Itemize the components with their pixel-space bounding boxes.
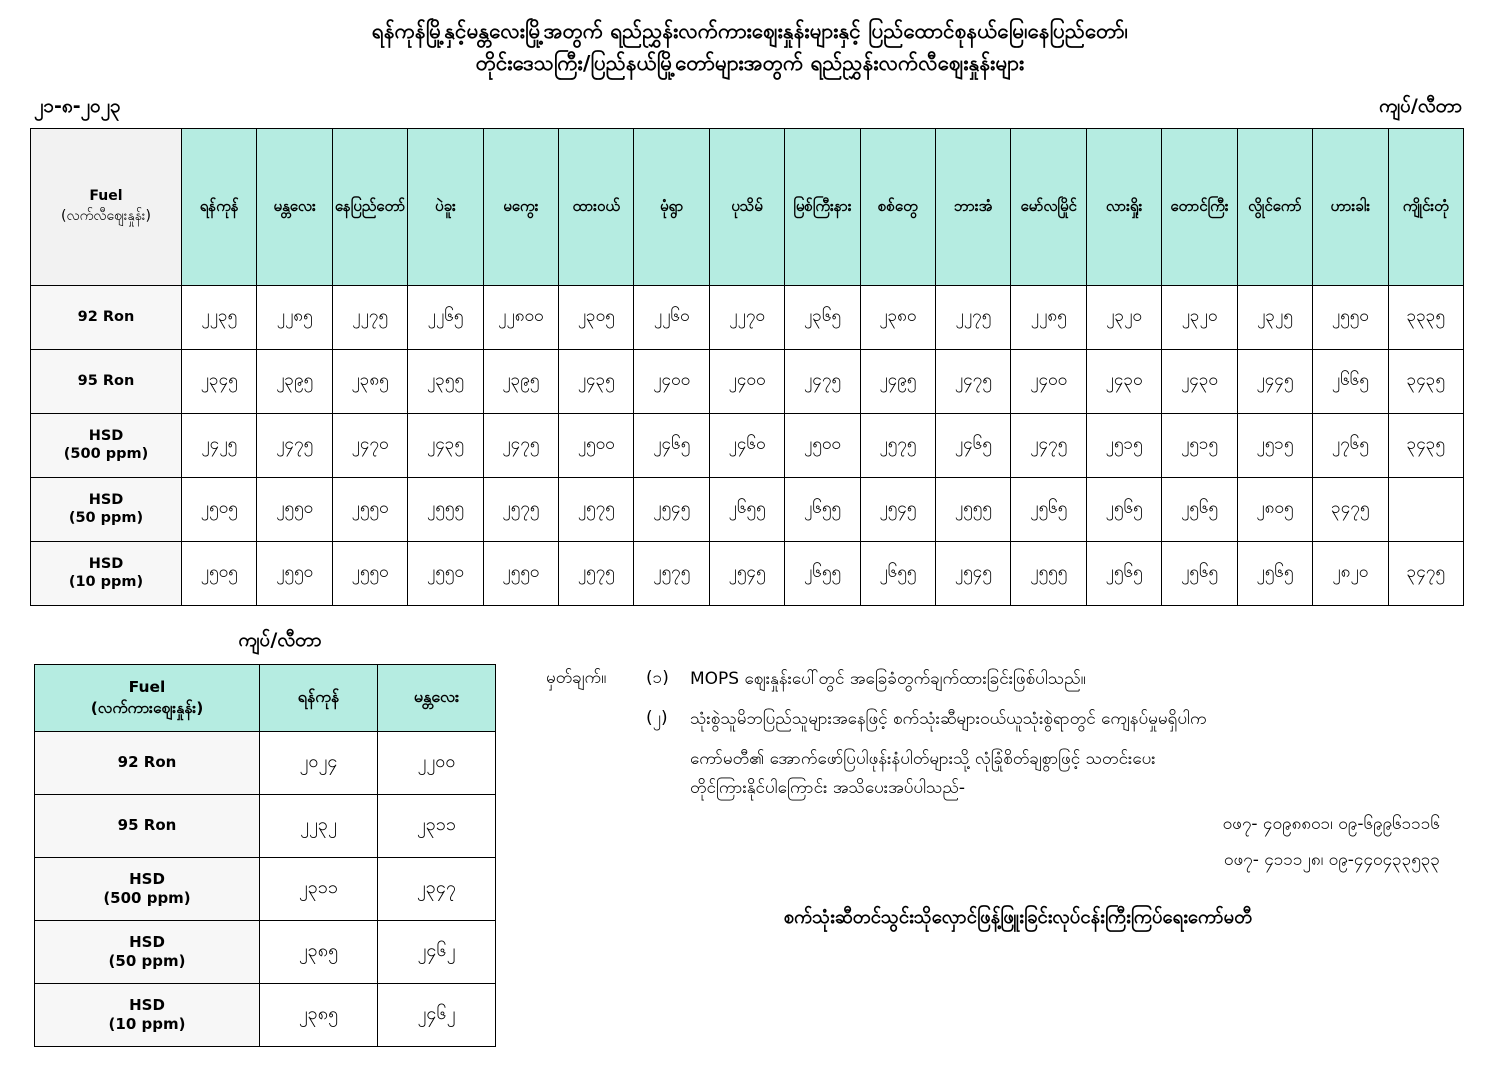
price-cell: ၂၂၈၅ xyxy=(1011,285,1086,349)
price-cell: ၂၃၆၅ xyxy=(785,285,860,349)
price-cell: ၂၂၆၀ xyxy=(634,285,709,349)
price-cell: ၂၅၆၅ xyxy=(1237,541,1312,605)
price-cell: ၂၂၇၀ xyxy=(709,285,784,349)
column-header: စစ်တွေ xyxy=(860,128,935,285)
price-cell: ၂၄၆၂ xyxy=(378,920,496,983)
report-date: ၂၁-၈-၂၀၂၃ xyxy=(34,94,121,117)
table-row xyxy=(31,413,1464,477)
price-cell: ၂၅၀၅ xyxy=(182,477,257,541)
column-header: ပုသိမ် xyxy=(709,128,784,285)
price-cell: ၂၄၇၅ xyxy=(257,413,332,477)
table-row xyxy=(35,920,496,983)
price-cell: ၃၃၃၅ xyxy=(1388,285,1464,349)
column-header: ရန်ကုန် xyxy=(182,128,257,285)
table-row xyxy=(31,285,1464,349)
price-cell: ၂၅၁၅ xyxy=(1162,413,1237,477)
price-cell: ၂၃၈၀ xyxy=(860,285,935,349)
column-header: ပဲခူး xyxy=(408,128,483,285)
row-label-line1: 92 Ron xyxy=(77,308,135,325)
wholesale-table-head xyxy=(35,664,496,731)
price-cell: ၂၇၆၅ xyxy=(1313,413,1388,477)
note-number: (၂) xyxy=(646,708,668,729)
note-continuation-2: တိုင်ကြားနိုင်ပါကြောင်း အသိပေးအပ်ပါသည်- xyxy=(690,778,966,799)
column-header: မကွေး xyxy=(483,128,558,285)
row-label-line2: (500 ppm) xyxy=(63,446,149,463)
price-cell xyxy=(1388,477,1464,541)
wholesale-fuel-header-line1: Fuel xyxy=(128,678,166,697)
price-cell: ၂၅၅၀ xyxy=(257,541,332,605)
price-cell: ၂၅၄၅ xyxy=(936,541,1011,605)
column-header: ကျိုင်းတုံ xyxy=(1388,128,1464,285)
row-label xyxy=(35,983,260,1046)
row-label-line1: HSD xyxy=(88,491,124,508)
retail-price-table xyxy=(30,128,1464,606)
table-row xyxy=(35,794,496,857)
column-header: မုံရွာ xyxy=(634,128,709,285)
price-cell: ၂၅၇၅ xyxy=(483,477,558,541)
price-cell: ၃၄၃၅ xyxy=(1388,413,1464,477)
price-cell: ၂၄၆၅ xyxy=(936,413,1011,477)
main-header-row xyxy=(31,128,1464,285)
contact-phone-1: ဝဖ၇- ၄၀၉၈၈၀၁၊ ဝ၉-၆၉၉၆၁၁၁၆ xyxy=(1222,814,1440,835)
price-cell: ၂၆၅၅ xyxy=(860,541,935,605)
row-label-line2: (500 ppm) xyxy=(103,888,191,907)
row-label-line1: 92 Ron xyxy=(117,753,177,772)
unit-label-wholesale: ကျပ်/လီတာ xyxy=(238,628,322,651)
wholesale-price-table xyxy=(34,664,496,1047)
price-cell: ၂၄၃၅ xyxy=(408,413,483,477)
row-label-line2: (10 ppm) xyxy=(108,1014,186,1033)
price-cell: ၂၅၅၀ xyxy=(257,477,332,541)
column-header: မန္တလေး xyxy=(378,664,496,731)
row-label-line2: (50 ppm) xyxy=(108,951,186,970)
price-cell: ၂၂၀၀ xyxy=(378,731,496,794)
column-header: နေပြည်တော် xyxy=(332,128,407,285)
price-cell: ၂၅၅၀ xyxy=(1313,285,1388,349)
main-fuel-header xyxy=(31,128,182,285)
price-cell: ၂၅၀၀ xyxy=(785,413,860,477)
contact-phone-2: ဝဖ၇- ၄၁၁၁၂၈၊ ဝ၉-၄၄၀၄၃၃၅၃၃ xyxy=(1223,849,1440,870)
note-text: MOPS ဈေးနှုန်းပေါ်တွင် အခြေခံတွက်ချက်ထားခြင်းဖြစ်ပါသည်။ xyxy=(690,668,1086,689)
row-label xyxy=(31,349,182,413)
row-label-line1: HSD xyxy=(129,932,165,951)
price-cell: ၂၃၂၀ xyxy=(1086,285,1161,349)
note-item xyxy=(546,704,1470,735)
price-cell: ၂၄၀၀ xyxy=(1011,349,1086,413)
price-cell: ၂၅၄၅ xyxy=(860,477,935,541)
row-label-line1: HSD xyxy=(88,427,124,444)
price-cell: ၂၂၇၅ xyxy=(332,285,407,349)
main-fuel-header-line1: Fuel xyxy=(89,188,123,205)
main-table-head xyxy=(31,128,1464,285)
price-cell: ၂၅၄၅ xyxy=(709,541,784,605)
row-label xyxy=(35,794,260,857)
price-cell: ၂၄၀၀ xyxy=(709,349,784,413)
price-cell: ၂၅၆၅ xyxy=(1086,541,1161,605)
price-cell: ၂၄၇၀ xyxy=(332,413,407,477)
wholesale-block xyxy=(30,628,500,1047)
price-cell: ၂၃၀၅ xyxy=(559,285,634,349)
row-label xyxy=(31,413,182,477)
price-cell: ၂၂၆၅ xyxy=(408,285,483,349)
price-cell: ၂၄၇၅ xyxy=(936,349,1011,413)
price-cell: ၂၅၆၅ xyxy=(1011,477,1086,541)
row-label-line1: HSD xyxy=(88,555,124,572)
row-label xyxy=(31,541,182,605)
notes-label: မှတ်ချက်။ xyxy=(546,667,607,688)
price-cell: ၂၃၅၅ xyxy=(408,349,483,413)
price-cell: ၂၅၅၀ xyxy=(408,541,483,605)
price-cell: ၂၃၄၅ xyxy=(182,349,257,413)
price-cell: ၂၄၃၅ xyxy=(559,349,634,413)
row-label-line2: (10 ppm) xyxy=(68,574,144,591)
wholesale-table-body xyxy=(35,731,496,1046)
column-header: လားရှိုး xyxy=(1086,128,1161,285)
title-line-2: တိုင်းဒေသကြီး/ပြည်နယ်မြို့တော်များအတွက် ရည်ညွှန်းလက်လီဈေးနှုန်းများ xyxy=(475,50,1025,75)
price-cell: ၂၅၇၅ xyxy=(860,413,935,477)
row-label xyxy=(31,285,182,349)
note-item xyxy=(546,664,1470,695)
price-cell: ၂၄၆၀ xyxy=(709,413,784,477)
price-cell: ၂၆၅၅ xyxy=(785,477,860,541)
price-cell: ၂၃၉၅ xyxy=(483,349,558,413)
price-cell: ၂၅၆၅ xyxy=(1162,541,1237,605)
price-cell: ၂၅၁၅ xyxy=(1237,413,1312,477)
price-cell: ၂၄၂၅ xyxy=(182,413,257,477)
price-cell: ၂၃၈၅ xyxy=(332,349,407,413)
price-cell: ၂၅၆၅ xyxy=(1086,477,1161,541)
price-cell: ၂၅၀၀ xyxy=(559,413,634,477)
price-cell: ၂၄၃၀ xyxy=(1086,349,1161,413)
table-row xyxy=(31,477,1464,541)
price-cell: ၂၆၅၅ xyxy=(709,477,784,541)
price-cell: ၂၅၁၅ xyxy=(1086,413,1161,477)
price-cell: ၂၅၅၅ xyxy=(1011,541,1086,605)
price-cell: ၂၄၆၂ xyxy=(378,983,496,1046)
wholesale-fuel-header-line2: (လက်ကားဈေးနှုန်း) xyxy=(90,698,204,717)
price-cell: ၃၄၇၅ xyxy=(1388,541,1464,605)
price-cell: ၂၃၂၅ xyxy=(1237,285,1312,349)
column-header: ထားဝယ် xyxy=(559,128,634,285)
note-continuation-1: ကော်မတီ၏ အောက်ဖော်ပြပါဖုန်းနံပါတ်များသို့ လုံခြုံစိတ်ချစွာဖြင့် သတင်းပေး xyxy=(690,748,1156,769)
price-cell: ၂၀၂၄ xyxy=(260,731,378,794)
price-cell: ၂၂၃၅ xyxy=(182,285,257,349)
meta-row xyxy=(30,94,1470,122)
column-header: မြစ်ကြီးနား xyxy=(785,128,860,285)
price-cell: ၂၂၈၅ xyxy=(257,285,332,349)
price-cell: ၂၅၇၅ xyxy=(634,541,709,605)
row-label xyxy=(35,857,260,920)
column-header: မော်လမြိုင် xyxy=(1011,128,1086,285)
price-cell: ၂၄၇၅ xyxy=(483,413,558,477)
column-header: ဟားခါး xyxy=(1313,128,1388,285)
notes-block xyxy=(500,628,1470,935)
price-cell: ၂၅၅၅ xyxy=(408,477,483,541)
price-cell: ၂၃၁၁ xyxy=(260,857,378,920)
price-cell: ၂၈၀၅ xyxy=(1237,477,1312,541)
column-header: ရန်ကုန် xyxy=(260,664,378,731)
wholesale-header-row xyxy=(35,664,496,731)
table-row xyxy=(31,349,1464,413)
price-cell: ၂၄၉၅ xyxy=(860,349,935,413)
title-line-1: ရန်ကုန်မြို့နှင့်မန္တလေးမြို့အတွက် ရည်ညွှန်းလက်ကားဈေးနှုန်းများနှင့် ပြည်ထောင်စုနယ်မြေ၊နေပြည်တော်၊ xyxy=(371,19,1129,43)
row-label-line1: HSD xyxy=(129,869,165,888)
price-cell: ၂၂၈၀၀ xyxy=(483,285,558,349)
price-cell: ၂၃၉၅ xyxy=(257,349,332,413)
row-label-line2: (50 ppm) xyxy=(68,510,144,527)
price-cell: ၂၄၇၅ xyxy=(1011,413,1086,477)
price-cell: ၂၆၅၅ xyxy=(785,541,860,605)
column-header: လွိုင်ကော် xyxy=(1237,128,1312,285)
price-cell: ၂၈၂၀ xyxy=(1313,541,1388,605)
price-cell: ၂၃၈၅ xyxy=(260,983,378,1046)
column-header: တောင်ကြီး xyxy=(1162,128,1237,285)
price-cell: ၂၅၇၅ xyxy=(559,541,634,605)
price-cell: ၃၄၃၅ xyxy=(1388,349,1464,413)
page-title xyxy=(30,16,1470,80)
price-cell: ၂၃၈၅ xyxy=(260,920,378,983)
main-fuel-header-line2: (လက်လီဈေးနှုန်း) xyxy=(61,207,151,224)
column-header: မန္တလေး xyxy=(257,128,332,285)
price-cell: ၃၄၇၅ xyxy=(1313,477,1388,541)
row-label xyxy=(31,477,182,541)
price-cell: ၂၄၆၅ xyxy=(634,413,709,477)
price-cell: ၂၃၄၇ xyxy=(378,857,496,920)
committee-signature: စက်သုံးဆီတင်သွင်းသိုလှောင်ဖြန့်ဖြူးခြင်းလုပ်ငန်းကြီးကြပ်ရေးကော်မတီ xyxy=(783,906,1253,928)
price-cell: ၂၆၆၅ xyxy=(1313,349,1388,413)
price-cell: ၂၃၂၀ xyxy=(1162,285,1237,349)
price-cell: ၂၄၃၀ xyxy=(1162,349,1237,413)
price-cell: ၂၅၄၅ xyxy=(634,477,709,541)
price-cell: ၂၅၆၅ xyxy=(1162,477,1237,541)
price-cell: ၂၅၇၅ xyxy=(559,477,634,541)
wholesale-fuel-header xyxy=(35,664,260,731)
row-label xyxy=(35,731,260,794)
table-row xyxy=(31,541,1464,605)
price-cell: ၂၅၅၀ xyxy=(483,541,558,605)
table-row xyxy=(35,983,496,1046)
price-cell: ၂၅၅၀ xyxy=(332,477,407,541)
note-text: သုံးစွဲသူမိဘပြည်သူများအနေဖြင့် စက်သုံးဆီများဝယ်ယူသုံးစွဲရာတွင် ကျေနပ်မှုမရှိပါက xyxy=(690,709,1207,730)
price-cell: ၂၂၇၅ xyxy=(936,285,1011,349)
price-cell: ၂၅၅၀ xyxy=(332,541,407,605)
table-row xyxy=(35,857,496,920)
lower-section xyxy=(30,628,1470,1047)
price-cell: ၂၅၅၅ xyxy=(936,477,1011,541)
main-table-body xyxy=(31,285,1464,605)
note-number: (၁) xyxy=(646,667,669,688)
price-cell: ၂၂၃၂ xyxy=(260,794,378,857)
price-cell: ၂၅၀၅ xyxy=(182,541,257,605)
table-row xyxy=(35,731,496,794)
price-cell: ၂၃၁၁ xyxy=(378,794,496,857)
price-cell: ၂၄၇၅ xyxy=(785,349,860,413)
row-label-line1: 95 Ron xyxy=(77,372,135,389)
row-label-line1: HSD xyxy=(129,995,165,1014)
price-cell: ၂၄၄၅ xyxy=(1237,349,1312,413)
row-label xyxy=(35,920,260,983)
column-header: ဘားအံ xyxy=(936,128,1011,285)
price-cell: ၂၄၀၀ xyxy=(634,349,709,413)
row-label-line1: 95 Ron xyxy=(117,816,177,835)
unit-label-main: ကျပ်/လီတာ xyxy=(1379,94,1462,117)
